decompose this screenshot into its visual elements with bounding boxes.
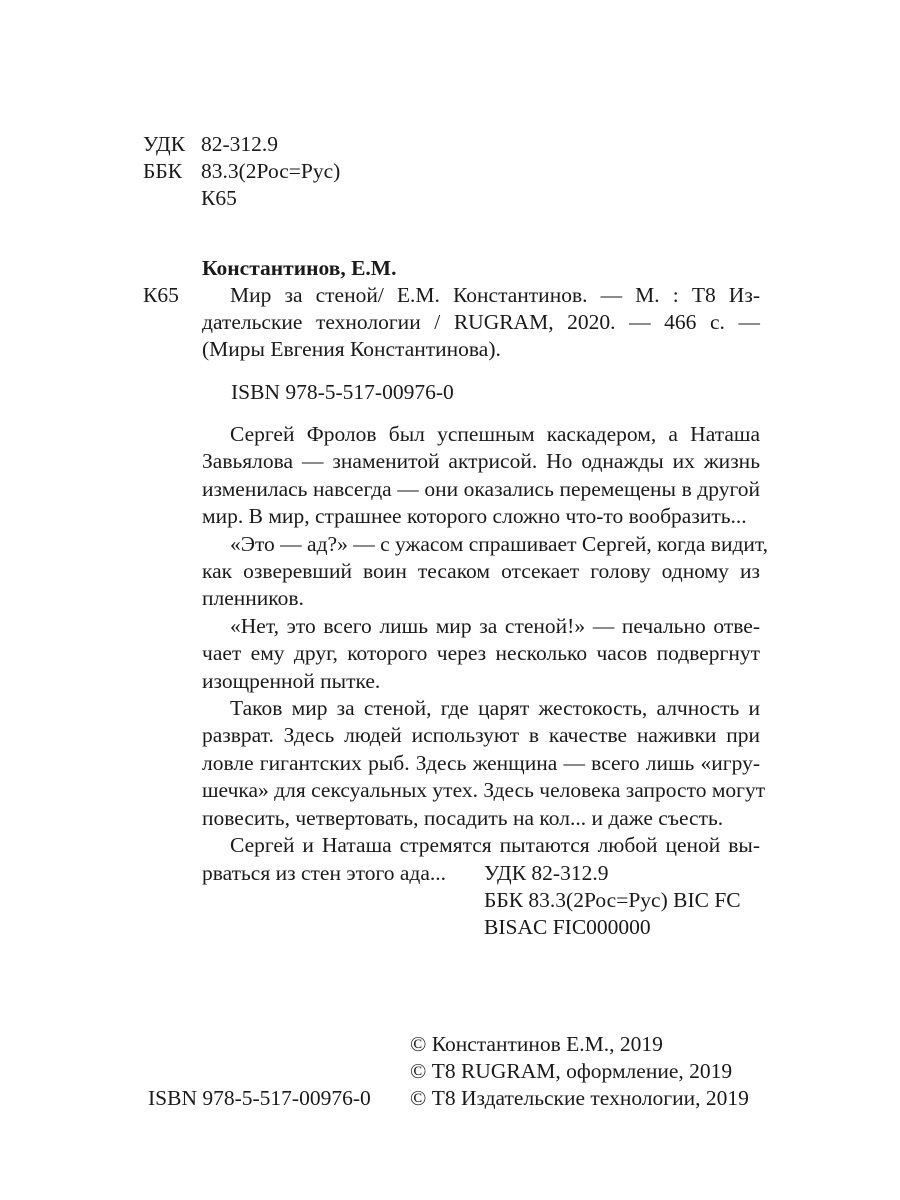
annotation-line: Сергей и Наташа стремятся пытаются любой ценой вы- — [230, 833, 760, 858]
udk-value: 82-312.9 — [201, 132, 279, 156]
udk-label: УДК — [143, 132, 186, 156]
annotation-line: повесить, четвертовать, посадить на кол... и даже съесть. — [202, 805, 724, 830]
annotation-line: разврат. Здесь людей используют в качестве наживки при — [202, 723, 760, 748]
classification-block — [143, 131, 340, 212]
annotation-line: мир. В мир, страшнее которого сложно что-то вообразить... — [202, 504, 747, 529]
bibliographic-line: (Миры Евгения Константинова). — [202, 337, 501, 361]
author-mark: К65 — [201, 186, 237, 210]
classification-codes — [484, 860, 741, 941]
annotation-line: шечка» для сексуальных утех. Здесь человека запросто могут — [202, 778, 766, 803]
annotation-line: пленников. — [202, 586, 304, 611]
author-heading: Константинов, Е.М. — [202, 256, 397, 280]
copyright-block — [410, 1031, 749, 1112]
annotation-line: чает ему друг, которого через несколько часов подвергнут — [202, 641, 760, 666]
annotation — [202, 421, 769, 887]
code-line: BISAC FIC000000 — [484, 915, 651, 939]
isbn-bottom: ISBN 978-5-517-00976-0 — [148, 1086, 371, 1110]
annotation-line: Завьялова — знаменитой актрисой. Но однажды их жизнь — [202, 449, 760, 474]
annotation-line: изощренной пытке. — [202, 668, 381, 693]
annotation-line: «Это — ад?» — с ужасом спрашивает Сергей, когда видит, — [230, 531, 769, 556]
isbn-main: ISBN 978-5-517-00976-0 — [231, 380, 454, 404]
bibliographic-line: Мир за стеной/ Е.М. Константинов. — М. : Т8 Из- — [230, 283, 760, 307]
copyright-line: © Т8 RUGRAM, оформление, 2019 — [410, 1059, 733, 1083]
annotation-line: ловле гигантских рыб. Здесь женщина — всего лишь «игру- — [202, 750, 760, 775]
annotation-line: рваться из стен этого ада... — [202, 860, 446, 885]
bibliographic-description — [202, 282, 760, 363]
bbk-value: 83.3(2Рос=Рус) — [201, 159, 341, 183]
code-line: ББК 83.3(2Рос=Рус) BIC FC — [484, 888, 741, 912]
annotation-line: Таков мир за стеной, где царят жестокость, алчность и — [230, 696, 760, 721]
annotation-line: Сергей Фролов был успешным каскадером, а Наташа — [230, 422, 760, 446]
bibliographic-line: дательские технологии / RUGRAM, 2020. — 466 с. — — [202, 310, 760, 334]
catalog-mark: К65 — [143, 283, 179, 307]
annotation-line: «Нет, это всего лишь мир за стеной!» — печально отве- — [230, 613, 760, 638]
bbk-label: ББК — [143, 159, 183, 183]
annotation-line: изменилась навсегда — они оказались перемещены в другой — [202, 476, 760, 501]
code-line: УДК 82-312.9 — [484, 861, 609, 885]
copyright-line: © Т8 Издательские технологии, 2019 — [410, 1086, 749, 1110]
copyright-line: © Константинов Е.М., 2019 — [410, 1032, 663, 1056]
annotation-line: как озверевший воин тесаком отсекает голову одному из — [202, 559, 760, 584]
